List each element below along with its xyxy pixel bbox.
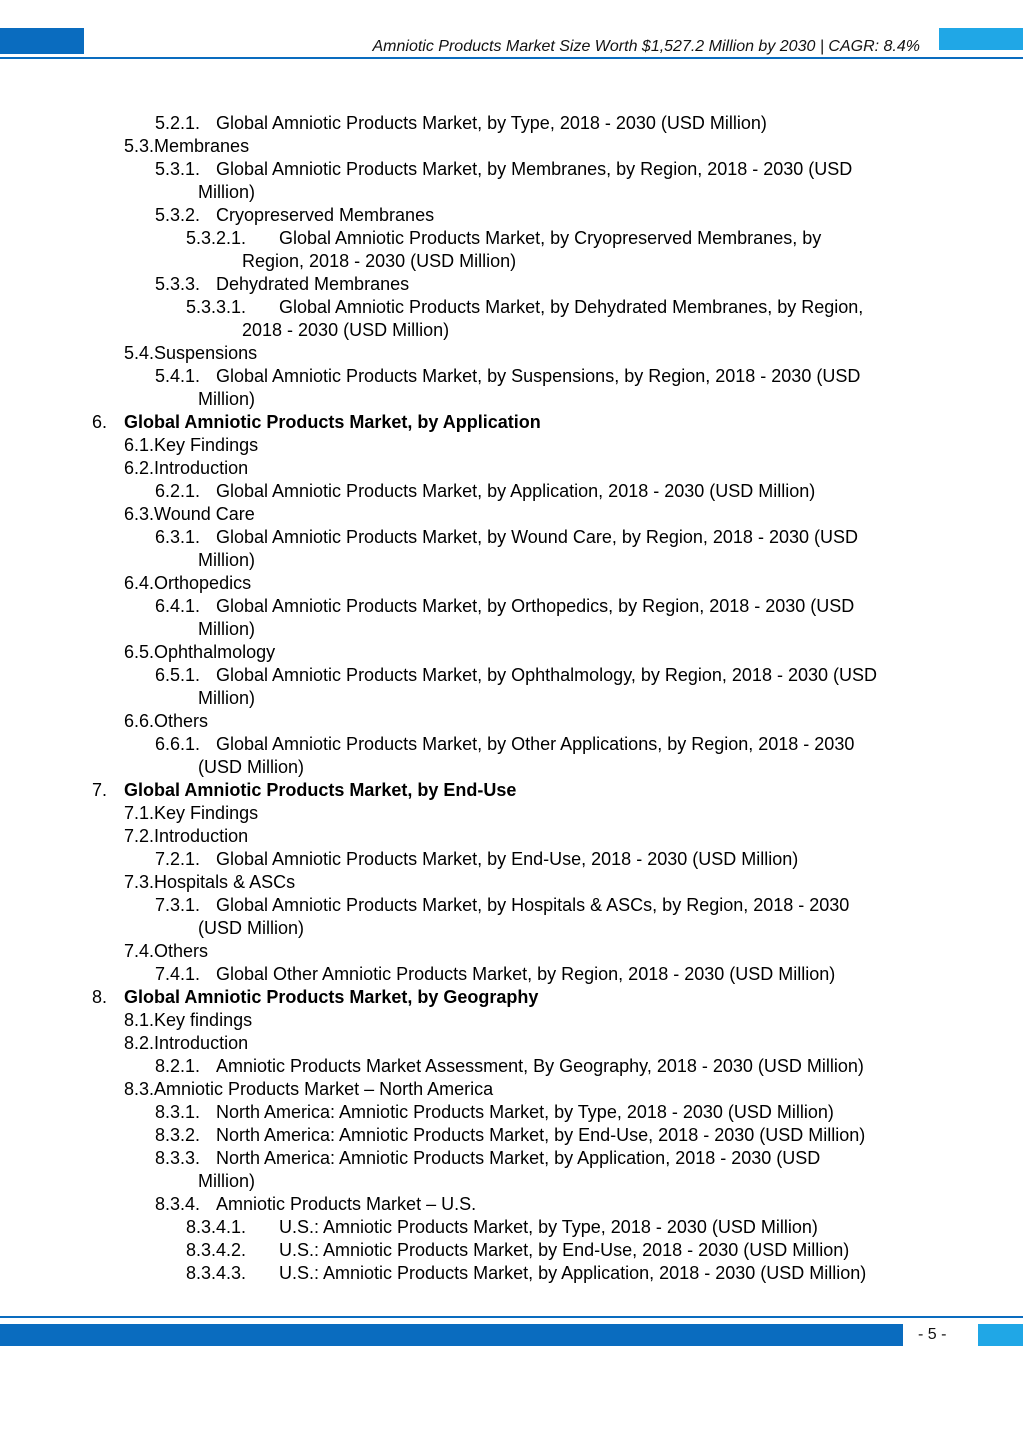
toc-entry (92, 986, 538, 1009)
toc-entry (124, 1032, 248, 1055)
toc-entry-number: 8.3.4.2. (186, 1240, 247, 1260)
toc-entry (124, 825, 248, 848)
toc-entry (155, 848, 930, 871)
toc-entry-continuation: Million) (198, 688, 256, 708)
toc-entry-title: Amniotic Products Market – North America (154, 1079, 494, 1099)
toc-entry-number: 8. (92, 987, 108, 1007)
toc-entry-title: Global Amniotic Products Market, by Hospitals & ASCs, by Region, 2018 - 2030 (216, 895, 850, 915)
toc-entry-number: 8.1. (124, 1010, 155, 1030)
toc-entry-number: 6.6. (124, 711, 155, 731)
toc-entry-number: 5.3.3.1. (186, 297, 247, 317)
toc-entry (155, 204, 930, 227)
toc-entry (124, 135, 249, 158)
header-divider (0, 57, 1023, 59)
toc-entry (155, 664, 930, 710)
toc-entry-title: Introduction (154, 458, 249, 478)
toc-entry-number: 6.2. (124, 458, 155, 478)
toc-entry (186, 1216, 930, 1239)
toc-entry-title: U.S.: Amniotic Products Market, by Type, 2018 - 2030 (USD Million) (279, 1217, 818, 1237)
toc-entry-title: Global Amniotic Products Market, by Application, 2018 - 2030 (USD Million) (216, 481, 816, 501)
toc-entry-title: Introduction (154, 1033, 249, 1053)
toc-entry-number: 7.3. (124, 872, 155, 892)
toc-entry-title: North America: Amniotic Products Market, by End-Use, 2018 - 2030 (USD Million) (216, 1125, 866, 1145)
toc-entry-title: Hospitals & ASCs (154, 872, 296, 892)
toc-entry-number: 5.3.2. (155, 205, 201, 225)
toc-entry (186, 227, 930, 273)
toc-entry-title: Global Other Amniotic Products Market, by Region, 2018 - 2030 (USD Million) (216, 964, 836, 984)
toc-entry (155, 365, 930, 411)
toc-entry (92, 411, 541, 434)
footer-bar (0, 1324, 903, 1346)
toc-entry-title: Amniotic Products Market Assessment, By Geography, 2018 - 2030 (USD Million) (216, 1056, 864, 1076)
toc-entry-title: Others (154, 711, 209, 731)
toc-entry-title: Global Amniotic Products Market, by Membranes, by Region, 2018 - 2030 (USD (216, 159, 853, 179)
toc-entry-title: Global Amniotic Products Market, by Orthopedics, by Region, 2018 - 2030 (USD (216, 596, 855, 616)
toc-entry-title: Wound Care (154, 504, 255, 524)
toc-entry-number: 5.3.3. (155, 274, 201, 294)
toc-entry (124, 710, 208, 733)
toc-entry-title: Ophthalmology (154, 642, 276, 662)
toc-entry-title: Global Amniotic Products Market, by Wound Care, by Region, 2018 - 2030 (USD (216, 527, 858, 547)
toc-entry-continuation: (USD Million) (198, 757, 305, 777)
toc-entry (155, 894, 930, 940)
header-accent-left (0, 28, 84, 54)
toc-entry-title: Global Amniotic Products Market, by Geography (124, 987, 539, 1007)
toc-entry-number: 8.3.4.3. (186, 1263, 247, 1283)
toc-entry (155, 526, 930, 572)
toc-entry (155, 1055, 930, 1078)
toc-entry-number: 6.4.1. (155, 596, 201, 616)
toc-entry (186, 1262, 930, 1285)
toc-entry-number: 7.1. (124, 803, 155, 823)
toc-entry-number: 8.3.3. (155, 1148, 201, 1168)
toc-entry-number: 7.2.1. (155, 849, 201, 869)
toc-entry-number: 7.3.1. (155, 895, 201, 915)
toc-entry-number: 5.4. (124, 343, 155, 363)
toc-entry (155, 112, 930, 135)
toc-entry-number: 6. (92, 412, 108, 432)
toc-entry-title: Orthopedics (154, 573, 252, 593)
page-number: - 5 - (918, 1326, 947, 1343)
toc-entry (124, 802, 258, 825)
toc-entry (124, 572, 251, 595)
toc-entry (124, 871, 295, 894)
toc-entry-number: 6.4. (124, 573, 155, 593)
toc-entry-continuation: (USD Million) (198, 918, 305, 938)
toc-entry-number: 8.2. (124, 1033, 155, 1053)
toc-entry (155, 733, 930, 779)
toc-entry (155, 480, 930, 503)
toc-entry-title: Membranes (154, 136, 250, 156)
toc-entry-continuation: Region, 2018 - 2030 (USD Million) (242, 251, 517, 271)
toc-entry (124, 342, 257, 365)
toc-entry-number: 7.4.1. (155, 964, 201, 984)
toc-entry (124, 1078, 493, 1101)
toc-entry (92, 779, 516, 802)
toc-entry-title: Key findings (154, 1010, 253, 1030)
toc-entry (124, 457, 248, 480)
toc-entry-number: 7.2. (124, 826, 155, 846)
toc-entry-title: Global Amniotic Products Market, by Dehydrated Membranes, by Region, (279, 297, 864, 317)
toc-entry-number: 8.3.1. (155, 1102, 201, 1122)
toc-entry (124, 641, 275, 664)
toc-entry-title: U.S.: Amniotic Products Market, by Application, 2018 - 2030 (USD Million) (279, 1263, 867, 1283)
toc-entry-title: Global Amniotic Products Market, by Suspensions, by Region, 2018 - 2030 (USD (216, 366, 861, 386)
toc-entry-title: Cryopreserved Membranes (216, 205, 435, 225)
header-accent-right (939, 28, 1023, 50)
toc-entry (186, 296, 930, 342)
toc-entry (155, 158, 930, 204)
toc-entry (124, 1009, 252, 1032)
toc-entry (155, 1147, 930, 1193)
toc-entry-title: Global Amniotic Products Market, by Cryopreserved Membranes, by (279, 228, 822, 248)
toc-entry (186, 1239, 930, 1262)
toc-entry-title: Global Amniotic Products Market, by Ophthalmology, by Region, 2018 - 2030 (USD (216, 665, 877, 685)
toc-entry-number: 5.3. (124, 136, 155, 156)
toc-entry-title: Suspensions (154, 343, 258, 363)
toc-entry-number: 8.3.4.1. (186, 1217, 247, 1237)
toc-entry-continuation: Million) (198, 389, 256, 409)
toc-entry-title: Key Findings (154, 435, 259, 455)
footer-divider (0, 1316, 1023, 1318)
toc-entry-number: 5.4.1. (155, 366, 201, 386)
toc-entry-number: 6.5.1. (155, 665, 201, 685)
toc-entry-number: 8.3. (124, 1079, 155, 1099)
toc-entry-number: 7. (92, 780, 108, 800)
toc-entry-title: Global Amniotic Products Market, by Type, 2018 - 2030 (USD Million) (216, 113, 767, 133)
toc-entry-number: 5.3.1. (155, 159, 201, 179)
toc-entry-number: 6.3. (124, 504, 155, 524)
toc-entry-continuation: 2018 - 2030 (USD Million) (242, 320, 450, 340)
toc-entry-number: 6.5. (124, 642, 155, 662)
toc-entry-title: Introduction (154, 826, 249, 846)
toc-entry-number: 8.2.1. (155, 1056, 201, 1076)
toc-entry-continuation: Million) (198, 182, 256, 202)
toc-entry (155, 1101, 930, 1124)
toc-entry-title: Global Amniotic Products Market, by End-Use, 2018 - 2030 (USD Million) (216, 849, 799, 869)
toc-entry-title: Amniotic Products Market – U.S. (216, 1194, 477, 1214)
toc-entry-number: 5.3.2.1. (186, 228, 247, 248)
toc-entry-number: 6.3.1. (155, 527, 201, 547)
toc-entry (155, 273, 930, 296)
toc-entry-number: 7.4. (124, 941, 155, 961)
toc-entry-title: Global Amniotic Products Market, by End-Use (124, 780, 517, 800)
toc-entry-continuation: Million) (198, 619, 256, 639)
toc-entry-title: Others (154, 941, 209, 961)
toc-entry (124, 940, 208, 963)
toc-entry-number: 6.6.1. (155, 734, 201, 754)
toc-entry-title: Global Amniotic Products Market, by Other Applications, by Region, 2018 - 2030 (216, 734, 855, 754)
toc-entry-continuation: Million) (198, 1171, 256, 1191)
toc-entry (155, 963, 930, 986)
toc-entry-number: 8.3.4. (155, 1194, 201, 1214)
toc-entry (155, 595, 930, 641)
toc-entry-number: 6.2.1. (155, 481, 201, 501)
toc-entry-title: Dehydrated Membranes (216, 274, 410, 294)
toc-entry-title: North America: Amniotic Products Market, by Application, 2018 - 2030 (USD (216, 1148, 821, 1168)
toc-entry (155, 1124, 930, 1147)
page-header-title: Amniotic Products Market Size Worth $1,527.2 Million by 2030 | CAGR: 8.4% (372, 38, 920, 55)
toc-entry-continuation: Million) (198, 550, 256, 570)
toc-entry-title: U.S.: Amniotic Products Market, by End-Use, 2018 - 2030 (USD Million) (279, 1240, 850, 1260)
toc-entry-title: Global Amniotic Products Market, by Application (124, 412, 541, 432)
toc-entry-number: 6.1. (124, 435, 155, 455)
footer-accent-right (978, 1324, 1023, 1346)
toc-entry-title: North America: Amniotic Products Market, by Type, 2018 - 2030 (USD Million) (216, 1102, 834, 1122)
toc-entry (155, 1193, 930, 1216)
toc-entry-number: 8.3.2. (155, 1125, 201, 1145)
toc-entry (124, 434, 258, 457)
toc-entry-title: Key Findings (154, 803, 259, 823)
toc-entry-number: 5.2.1. (155, 113, 201, 133)
toc-entry (124, 503, 255, 526)
